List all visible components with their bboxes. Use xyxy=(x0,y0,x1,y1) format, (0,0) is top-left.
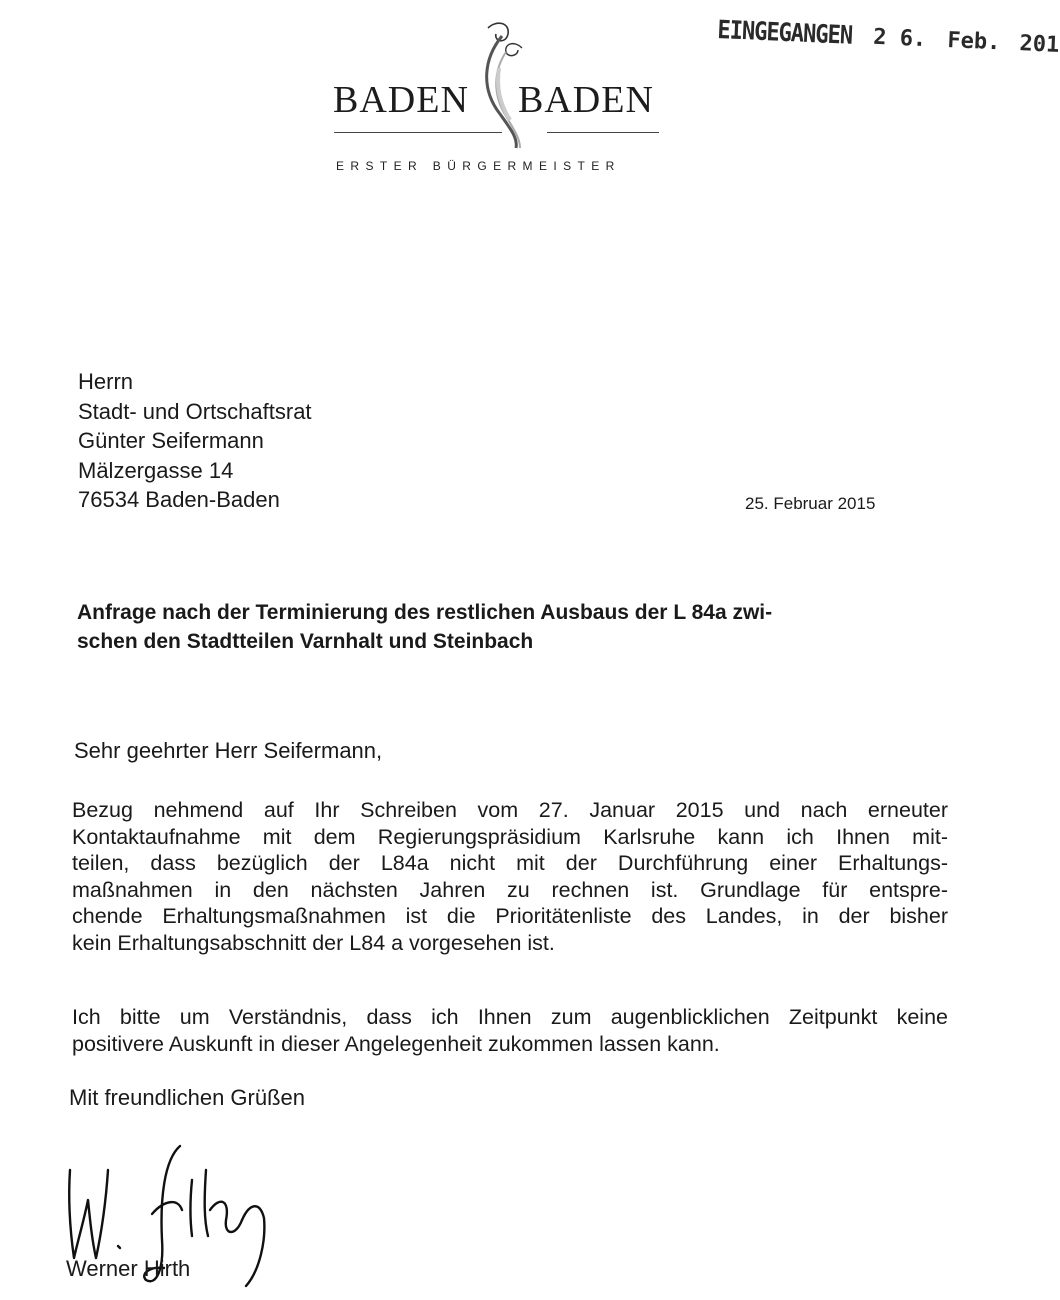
paragraph-line: positivere Auskunft in dieser Angelegenheit zukommen lassen kann. xyxy=(72,1031,720,1056)
closing-phrase: Mit freundlichen Grüßen xyxy=(69,1085,305,1110)
paragraph-line: kein Erhaltungsabschnitt der L84 a vorgesehen ist. xyxy=(72,930,555,955)
received-stamp xyxy=(716,16,1060,58)
recipient-address xyxy=(78,367,312,515)
letterhead-rule-right xyxy=(547,132,659,133)
paragraph-line: maßnahmen in den nächsten Jahren zu rechnen ist. Grundlage für entspre- xyxy=(72,877,948,902)
paragraph-line: Kontaktaufnahme mit dem Regierungspräsidium Karlsruhe kann ich Ihnen mit- xyxy=(72,824,948,849)
paragraph-line: teilen, dass bezüglich der L84a nicht mit der Durchführung einer Erhaltungs- xyxy=(72,851,948,875)
salutation: Sehr geehrter Herr Seifermann, xyxy=(74,738,383,763)
brand-name-left: BADEN xyxy=(333,79,469,121)
stamp-day: 2 6. xyxy=(872,24,927,53)
stamp-month: Feb. xyxy=(946,28,1001,56)
letter-date: 25. Februar 2015 xyxy=(745,494,876,513)
subject-text-line: Anfrage nach der Terminierung des restlichen Ausbaus der L 84a zwi- xyxy=(77,601,773,624)
subject-line xyxy=(77,598,907,656)
subject-text-line: schen den Stadtteilen Varnhalt und Steinbach xyxy=(77,630,534,653)
address-line: Stadt- und Ortschaftsrat xyxy=(78,398,312,424)
body-paragraph-2 xyxy=(72,1004,948,1057)
letterhead-rule-left xyxy=(334,132,502,133)
paragraph-line: chende Erhaltungsmaßnahmen ist die Prioritätenliste des Landes, in der bisher xyxy=(72,904,948,928)
signer-name: Werner Hirth xyxy=(66,1256,191,1281)
stamp-word: EINGEGANGEN xyxy=(716,16,853,51)
address-line: Mälzergasse 14 xyxy=(78,457,234,483)
address-line: 76534 Baden-Baden xyxy=(78,487,280,512)
address-line: Günter Seifermann xyxy=(78,428,264,453)
stamp-year: 201 xyxy=(1019,31,1060,58)
brand-name-right: BADEN xyxy=(518,79,654,121)
paragraph-line: Ich bitte um Verständnis, dass ich Ihnen zum augenblicklichen Zeitpunkt keine xyxy=(72,1005,948,1029)
body-paragraph-1 xyxy=(72,797,948,956)
paragraph-line: Bezug nehmend auf Ihr Schreiben vom 27. Januar 2015 und nach erneuter xyxy=(72,798,948,822)
letterhead-subtitle: ERSTER BÜRGERMEISTER xyxy=(336,159,621,173)
address-line: Herrn xyxy=(78,369,134,394)
